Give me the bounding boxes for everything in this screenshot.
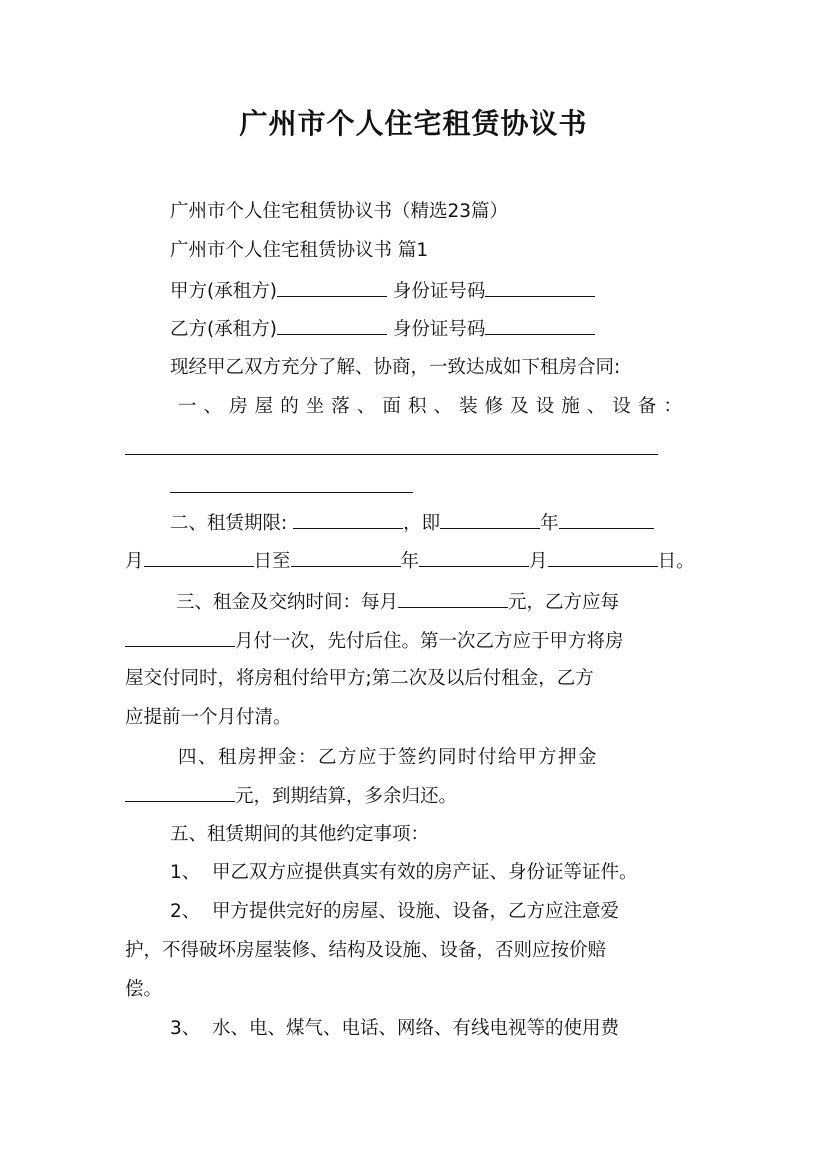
party-b-name-blank — [277, 316, 387, 335]
month-label: 月 — [125, 551, 144, 572]
start-day-blank — [144, 548, 254, 567]
clause-4-line: 四、租房押金：乙方应于签约同时付给甲方押金 — [178, 747, 599, 768]
clause-3-tail: 元，乙方应每 — [508, 592, 620, 613]
clause-2-label: 二、租赁期限: — [170, 513, 288, 534]
clause-3-line-3: 屋交付同时，将房租付给甲方;第二次及以后付租金，乙方 — [125, 668, 594, 689]
clause-3-payment-text: 月付一次，先付后住。第一次乙方应于甲方将房 — [235, 631, 624, 652]
clause-2-dates-line — [125, 548, 695, 575]
clause-4-line-2 — [125, 783, 457, 810]
clause-5-item-1: 1、 甲乙双方应提供真实有效的房产证、身份证等证件。 — [170, 862, 638, 883]
end-month-blank — [419, 548, 529, 567]
deposit-blank — [125, 783, 235, 802]
end-day-label: 日。 — [657, 551, 695, 572]
party-a-id-label: 身份证号码 — [386, 281, 486, 302]
clause-3-line — [176, 589, 619, 616]
start-month-blank — [559, 510, 654, 529]
payment-period-blank — [125, 628, 235, 647]
clause-1-heading: 一、房屋的坐落、面积、装修及设施、设备： — [178, 396, 688, 417]
party-b-id-label: 身份证号码 — [386, 319, 486, 340]
party-b-line — [170, 316, 595, 343]
clause-5-item-2-end: 偿。 — [125, 979, 163, 1000]
end-month-label: 月 — [529, 551, 548, 572]
clause-2-line — [170, 510, 654, 537]
clause-5-heading: 五、租赁期间的其他约定事项： — [170, 824, 430, 845]
clause-5-item-3: 3、 水、电、煤气、电话、网络、有线电视等的使用费 — [170, 1018, 620, 1039]
clause-5-item-2: 2、 甲方提供完好的房屋、设施、设备，乙方应注意爱 — [170, 901, 620, 922]
day-to-label: 日至 — [253, 551, 291, 572]
clause-2-year-label: 年 — [540, 513, 559, 534]
end-year-blank — [291, 548, 401, 567]
clause-3-line-4: 应提前一个月付清。 — [125, 707, 292, 728]
monthly-rent-blank — [398, 589, 508, 608]
party-b-label: 乙方(承租方) — [170, 319, 277, 340]
party-a-line — [170, 278, 595, 305]
clause-1-blank-long — [125, 436, 658, 455]
party-a-name-blank — [277, 278, 387, 297]
clause-5-item-2-cont: 护，不得破坏房屋装修、结构及设施、设备，否则应按价赔 — [125, 940, 607, 961]
end-year-label: 年 — [400, 551, 420, 572]
party-a-id-blank — [485, 278, 595, 297]
document-title: 广州市个人住宅租赁协议书 — [239, 107, 588, 140]
clause-4-tail: 元，到期结算，多余归还。 — [235, 786, 458, 807]
party-a-label: 甲方(承租方) — [170, 281, 277, 302]
party-b-id-blank — [485, 316, 595, 335]
agreement-intro: 现经甲乙双方充分了解、协商，一致达成如下租房合同: — [170, 357, 621, 378]
subtitle-line: 广州市个人住宅租赁协议书（精选23篇） — [170, 201, 509, 222]
clause-3-label: 三、租金及交纳时间：每月 — [176, 592, 399, 613]
clause-1-blank-short — [170, 474, 413, 493]
clause-2-ji: ，即 — [403, 513, 441, 534]
start-year-blank — [440, 510, 540, 529]
section-heading: 广州市个人住宅租赁协议书 篇1 — [170, 240, 429, 261]
end-day-blank — [548, 548, 658, 567]
term-blank — [293, 510, 403, 529]
clause-3-line-2 — [125, 628, 624, 655]
